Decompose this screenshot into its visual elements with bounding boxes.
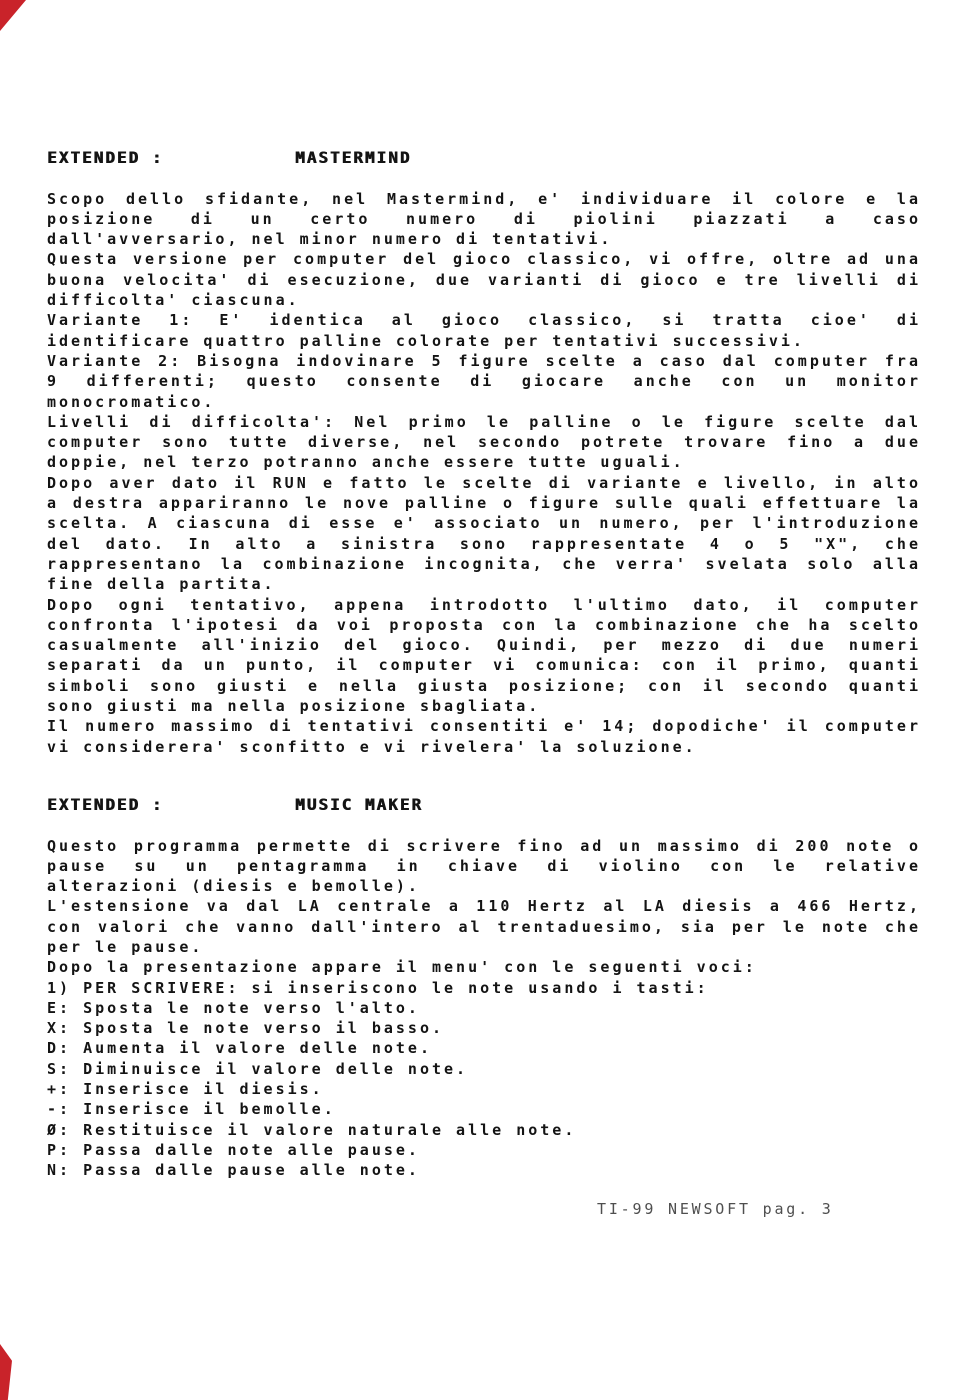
- text-line: computer sono tutte diverse, nel secondo potrete trovare fino a due: [47, 433, 921, 452]
- text-line: Dopo aver dato il RUN e fatto le scelte di variante e livello, in alto: [47, 473, 921, 492]
- page-footer: TI-99 NEWSOFT pag. 3: [597, 1200, 834, 1218]
- text-line: separati da un punto, il computer vi comunica: con il primo, quanti: [47, 656, 921, 675]
- text-line: vi considerera' sconfitto e vi rivelera' la soluzione.: [47, 737, 697, 756]
- text-line: scelta. A ciascuna di esse e' associato un numero, per l'introduzione: [47, 514, 921, 533]
- text-line: doppie, nel terzo potranno anche essere tutte uguali.: [47, 453, 685, 472]
- text-line: D: Aumenta il valore delle note.: [47, 1039, 432, 1058]
- text-line: Variante 2: Bisogna indovinare 5 figure scelte a caso dal computer fra: [47, 351, 921, 370]
- text-line: S: Diminuisce il valore delle note.: [47, 1059, 469, 1078]
- document-body: [47, 148, 921, 1181]
- section-paragraphs: [47, 189, 921, 757]
- section-heading-title: MASTERMIND: [295, 148, 412, 167]
- text-line: alterazioni (diesis e bemolle).: [47, 877, 420, 896]
- text-line: Livelli di difficolta': Nel primo le palline o le figure scelte dal: [47, 412, 921, 431]
- text-line: Scopo dello sfidante, nel Mastermind, e' individuare il colore e la: [47, 189, 921, 208]
- section-heading-title: MUSIC MAKER: [295, 794, 423, 814]
- section-heading: [47, 148, 921, 168]
- text-line: P: Passa dalle note alle pause.: [47, 1140, 420, 1159]
- red-corner-mark-top-left: [0, 0, 26, 31]
- text-line: L'estensione va dal LA centrale a 110 Hertz al LA diesis a 466 Hertz,: [47, 897, 921, 916]
- section-heading: [47, 795, 921, 815]
- text-line: identificare quattro palline colorate per tentativi successivi.: [47, 331, 805, 350]
- text-line: monocromatico.: [47, 392, 216, 411]
- section-paragraphs: [47, 836, 921, 1181]
- text-line: buona velocita' di esecuzione, due varianti di gioco e tre livelli di: [47, 270, 921, 289]
- text-line: rappresentano la combinazione incognita, che verra' svelata solo alla: [47, 554, 921, 573]
- text-line: Il numero massimo di tentativi consentiti e' 14; dopodiche' il computer: [47, 717, 921, 736]
- red-edge-mark-bottom-left: [0, 1344, 12, 1400]
- text-line: Variante 1: E' identica al gioco classico, si tratta cioe' di: [47, 311, 921, 330]
- text-line: a destra appariranno le nove palline o figure sulle quali effettuare la: [47, 494, 921, 513]
- text-line: dall'avversario, nel minor numero di tentativi.: [47, 230, 613, 249]
- section-heading-label: EXTENDED :: [47, 148, 164, 167]
- text-line: Dopo la presentazione appare il menu' con le seguenti voci:: [47, 958, 757, 977]
- section-mastermind: [47, 148, 921, 757]
- section-heading-label: EXTENDED :: [47, 794, 164, 814]
- text-line: confronta l'ipotesi da voi proposta con la combinazione che ha scelto: [47, 615, 921, 634]
- text-line: E: Sposta le note verso l'alto.: [47, 998, 420, 1017]
- text-line: X: Sposta le note verso il basso.: [47, 1019, 445, 1038]
- text-line: 1) PER SCRIVERE: si inseriscono le note usando i tasti:: [47, 978, 709, 997]
- text-line: casualmente all'inizio del gioco. Quindi, per mezzo di due numeri: [47, 636, 921, 655]
- text-line: simboli sono giusti e nella giusta posizione; con il secondo quanti: [47, 676, 921, 695]
- section-music-maker: [47, 795, 921, 1181]
- text-line: pause su un pentagramma in chiave di violino con le relative: [47, 856, 921, 875]
- text-line: sono giusti ma nella posizione sbagliata.: [47, 697, 541, 716]
- text-line: per le pause.: [47, 937, 204, 956]
- text-line: Questo programma permette di scrivere fino ad un massimo di 200 note o: [47, 836, 921, 855]
- text-line: 9 differenti; questo consente di giocare anche con un monitor: [47, 372, 921, 391]
- text-line: Dopo ogni tentativo, appena introdotto l'ultimo dato, il computer: [47, 595, 921, 614]
- text-line: -: Inserisce il bemolle.: [47, 1100, 336, 1119]
- text-line: +: Inserisce il diesis.: [47, 1080, 324, 1099]
- text-line: Ø: Restituisce il valore naturale alle note.: [47, 1120, 577, 1139]
- text-line: N: Passa dalle pause alle note.: [47, 1161, 420, 1180]
- text-line: con valori che vanno dall'intero al trentaduesimo, sia per le note che: [47, 917, 921, 936]
- text-line: posizione di un certo numero di piolini piazzati a caso: [47, 209, 921, 228]
- text-line: del dato. In alto a sinistra sono rappresentate 4 o 5 "X", che: [47, 534, 921, 553]
- text-line: difficolta' ciascuna.: [47, 291, 300, 310]
- text-line: fine della partita.: [47, 575, 276, 594]
- text-line: Questa versione per computer del gioco classico, vi offre, oltre ad una: [47, 250, 921, 269]
